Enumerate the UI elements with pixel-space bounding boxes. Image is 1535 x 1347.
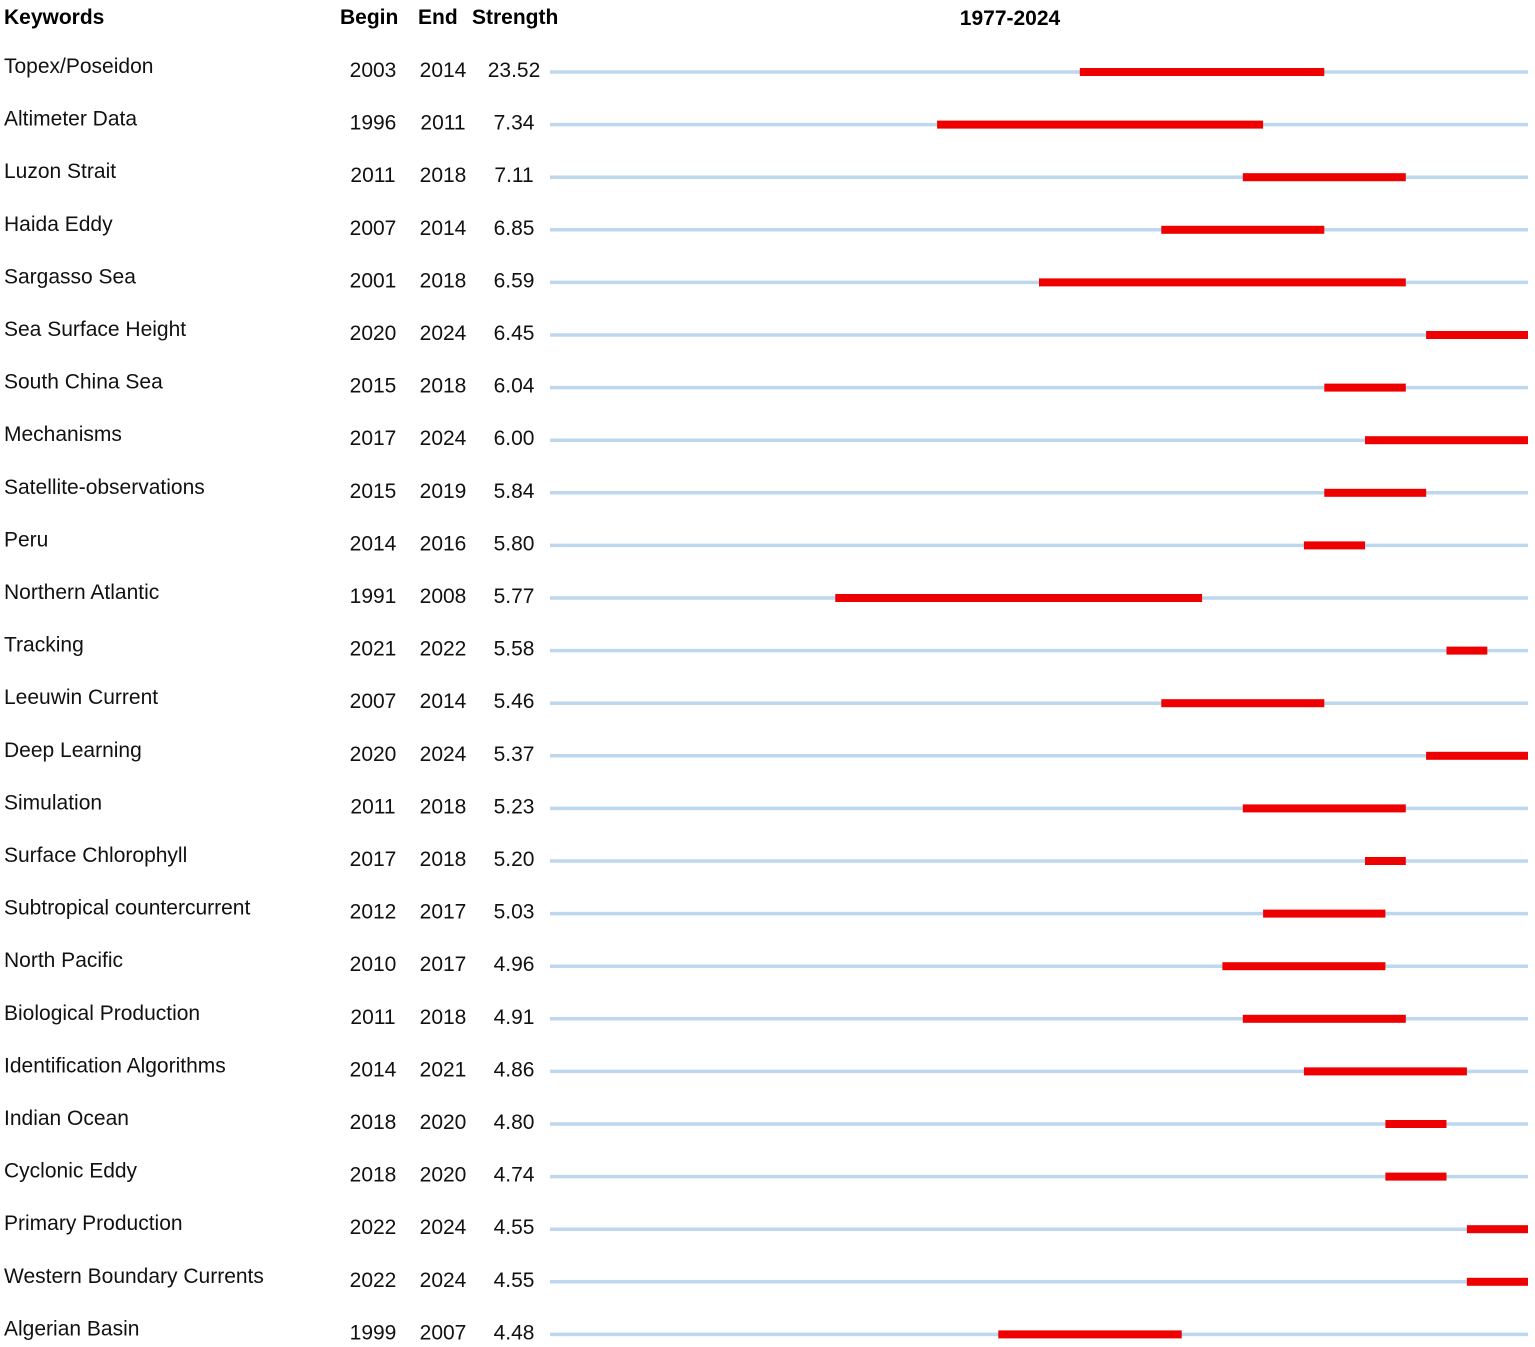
keyword-label: Algerian Basin xyxy=(4,1317,140,1341)
end-year: 2024 xyxy=(419,427,467,451)
begin-year: 2010 xyxy=(349,953,397,977)
strength-value: 5.84 xyxy=(493,479,535,503)
keyword-label: Western Boundary Currents xyxy=(4,1264,264,1288)
burst-bar xyxy=(1243,1015,1406,1023)
end-year: 2014 xyxy=(419,690,467,714)
begin-year: 2011 xyxy=(350,795,396,819)
burst-bar xyxy=(1161,699,1324,707)
table-row xyxy=(4,1107,1528,1134)
end-year: 2024 xyxy=(419,1268,467,1292)
strength-value: 6.00 xyxy=(493,427,535,451)
burst-bar xyxy=(1304,1067,1467,1075)
header-end: End xyxy=(418,6,458,29)
burst-bar xyxy=(1447,647,1488,655)
keyword-label: Topex/Poseidon xyxy=(4,55,154,78)
table-row xyxy=(4,213,1528,240)
header-begin: Begin xyxy=(340,6,399,29)
table-row xyxy=(4,949,1528,976)
keyword-rows xyxy=(4,55,1528,1344)
begin-year: 2007 xyxy=(349,690,397,714)
begin-year: 2020 xyxy=(349,322,397,345)
table-row xyxy=(4,1317,1528,1344)
table-row xyxy=(4,897,1528,924)
begin-year: 2017 xyxy=(349,427,397,451)
strength-value: 4.96 xyxy=(493,953,535,977)
keyword-label: Deep Learning xyxy=(4,738,142,762)
end-year: 2018 xyxy=(419,795,467,819)
keyword-label: Tracking xyxy=(4,633,84,657)
keyword-label: Identification Algorithms xyxy=(4,1054,226,1078)
end-year: 2017 xyxy=(419,953,467,977)
begin-year: 2007 xyxy=(349,216,397,240)
burst-bar xyxy=(1365,857,1406,865)
strength-value: 4.48 xyxy=(493,1321,535,1345)
end-year: 2019 xyxy=(419,479,467,503)
keyword-label: Haida Eddy xyxy=(4,212,113,236)
keyword-label: Sargasso Sea xyxy=(4,265,136,289)
strength-value: 4.55 xyxy=(493,1268,535,1292)
header-keywords: Keywords xyxy=(4,6,105,29)
end-year: 2018 xyxy=(419,848,467,871)
table-row xyxy=(4,634,1528,661)
keyword-label: Indian Ocean xyxy=(4,1107,129,1130)
end-year: 2024 xyxy=(419,1216,467,1240)
burst-bar xyxy=(1304,541,1365,549)
keyword-label: Subtropical countercurrent xyxy=(4,896,251,920)
begin-year: 2021 xyxy=(349,637,397,661)
table-row xyxy=(4,160,1528,187)
burst-bar xyxy=(1467,1225,1528,1233)
table-row xyxy=(4,528,1528,555)
end-year: 2017 xyxy=(419,900,467,924)
burst-bar xyxy=(998,1330,1181,1338)
burst-bar xyxy=(1324,384,1406,392)
table-row xyxy=(4,371,1528,398)
end-year: 2020 xyxy=(419,1163,467,1187)
strength-value: 4.74 xyxy=(493,1163,535,1187)
header-strength: Strength xyxy=(472,6,559,29)
keyword-label: Surface Chlorophyll xyxy=(4,844,188,867)
begin-year: 2011 xyxy=(350,1005,396,1029)
end-year: 2018 xyxy=(419,269,467,293)
keyword-label: Simulation xyxy=(4,791,103,815)
strength-value: 6.45 xyxy=(493,322,535,345)
table-row xyxy=(4,1054,1528,1081)
strength-value: 4.80 xyxy=(493,1111,535,1134)
begin-year: 2014 xyxy=(349,532,397,556)
table-row xyxy=(4,1002,1528,1029)
begin-year: 2022 xyxy=(349,1268,397,1292)
begin-year: 2018 xyxy=(349,1111,397,1134)
end-year: 2021 xyxy=(419,1058,467,1082)
begin-year: 2020 xyxy=(349,742,397,766)
keyword-label: Satellite-observations xyxy=(4,475,205,499)
strength-value: 6.04 xyxy=(493,374,535,398)
end-year: 2011 xyxy=(420,111,466,135)
burst-bar xyxy=(835,594,1202,602)
table-row xyxy=(4,844,1528,871)
keyword-label: Peru xyxy=(4,528,49,552)
burst-bar xyxy=(937,121,1263,129)
table-row xyxy=(4,1265,1528,1292)
begin-year: 1991 xyxy=(349,585,397,608)
burst-bar xyxy=(1243,173,1406,181)
keyword-label: Biological Production xyxy=(4,1001,201,1025)
table-row xyxy=(4,423,1528,450)
table-row xyxy=(4,265,1528,292)
keyword-label: Luzon Strait xyxy=(4,160,117,184)
burst-bar xyxy=(1080,68,1325,76)
strength-value: 5.80 xyxy=(493,532,535,556)
strength-value: 5.20 xyxy=(493,848,535,871)
strength-value: 5.58 xyxy=(493,637,535,661)
end-year: 2022 xyxy=(419,637,467,661)
strength-value: 5.23 xyxy=(493,795,535,819)
strength-value: 4.91 xyxy=(493,1005,535,1029)
burst-bar xyxy=(1426,752,1528,760)
begin-year: 2014 xyxy=(349,1058,397,1082)
burst-bar xyxy=(1243,804,1406,812)
table-row xyxy=(4,476,1528,503)
burst-bar xyxy=(1385,1120,1446,1128)
burst-bar xyxy=(1426,331,1528,339)
table-row xyxy=(4,739,1528,766)
strength-value: 4.55 xyxy=(493,1216,535,1240)
burst-bar xyxy=(1161,226,1324,234)
burst-bar xyxy=(1222,962,1385,970)
keyword-label: Altimeter Data xyxy=(4,107,138,131)
burst-bar xyxy=(1365,436,1528,444)
keyword-label: Sea Surface Height xyxy=(4,318,187,341)
table-row xyxy=(4,318,1528,345)
begin-year: 2003 xyxy=(349,59,397,82)
strength-value: 7.11 xyxy=(494,164,534,188)
strength-value: 23.52 xyxy=(487,59,541,82)
table-row xyxy=(4,1160,1528,1187)
begin-year: 2018 xyxy=(349,1163,397,1187)
end-year: 2020 xyxy=(419,1111,467,1134)
keyword-label: South China Sea xyxy=(4,370,163,394)
begin-year: 2001 xyxy=(349,269,397,293)
begin-year: 2017 xyxy=(349,848,397,871)
end-year: 2008 xyxy=(419,585,467,608)
burst-bar xyxy=(1324,489,1426,497)
table-row xyxy=(4,791,1528,818)
table-row xyxy=(4,1212,1528,1239)
table-row xyxy=(4,108,1528,135)
end-year: 2007 xyxy=(419,1321,467,1345)
table-row xyxy=(4,55,1528,82)
strength-value: 5.46 xyxy=(493,690,535,714)
end-year: 2014 xyxy=(419,216,467,240)
table-row xyxy=(4,686,1528,713)
keyword-label: Primary Production xyxy=(4,1212,183,1236)
end-year: 2024 xyxy=(419,742,467,766)
begin-year: 2011 xyxy=(350,164,396,188)
end-year: 2018 xyxy=(419,164,467,188)
strength-value: 5.77 xyxy=(493,585,535,608)
strength-value: 6.59 xyxy=(493,269,535,293)
begin-year: 1996 xyxy=(349,111,397,135)
begin-year: 2015 xyxy=(349,374,397,398)
burst-bar xyxy=(1467,1278,1528,1286)
strength-value: 4.86 xyxy=(493,1058,535,1082)
begin-year: 2015 xyxy=(349,479,397,503)
end-year: 2014 xyxy=(419,59,467,82)
begin-year: 1999 xyxy=(349,1321,397,1345)
begin-year: 2022 xyxy=(349,1216,397,1240)
burst-bar xyxy=(1039,278,1406,286)
keyword-label: Mechanisms xyxy=(4,423,122,447)
end-year: 2024 xyxy=(419,322,467,345)
end-year: 2018 xyxy=(419,1005,467,1029)
chart-title: 1977-2024 xyxy=(959,7,1061,30)
burst-bar xyxy=(1385,1173,1446,1181)
keyword-label: North Pacific xyxy=(4,949,124,973)
keyword-label: Northern Atlantic xyxy=(4,581,160,604)
strength-value: 5.37 xyxy=(493,742,535,766)
table-row xyxy=(4,581,1528,608)
begin-year: 2012 xyxy=(349,900,397,924)
end-year: 2018 xyxy=(419,374,467,398)
keyword-label: Leeuwin Current xyxy=(4,686,159,710)
strength-value: 6.85 xyxy=(493,216,535,240)
end-year: 2016 xyxy=(419,532,467,556)
burst-bar xyxy=(1263,910,1385,918)
keyword-label: Cyclonic Eddy xyxy=(4,1159,138,1183)
strength-value: 5.03 xyxy=(493,900,535,924)
strength-value: 7.34 xyxy=(493,111,535,135)
